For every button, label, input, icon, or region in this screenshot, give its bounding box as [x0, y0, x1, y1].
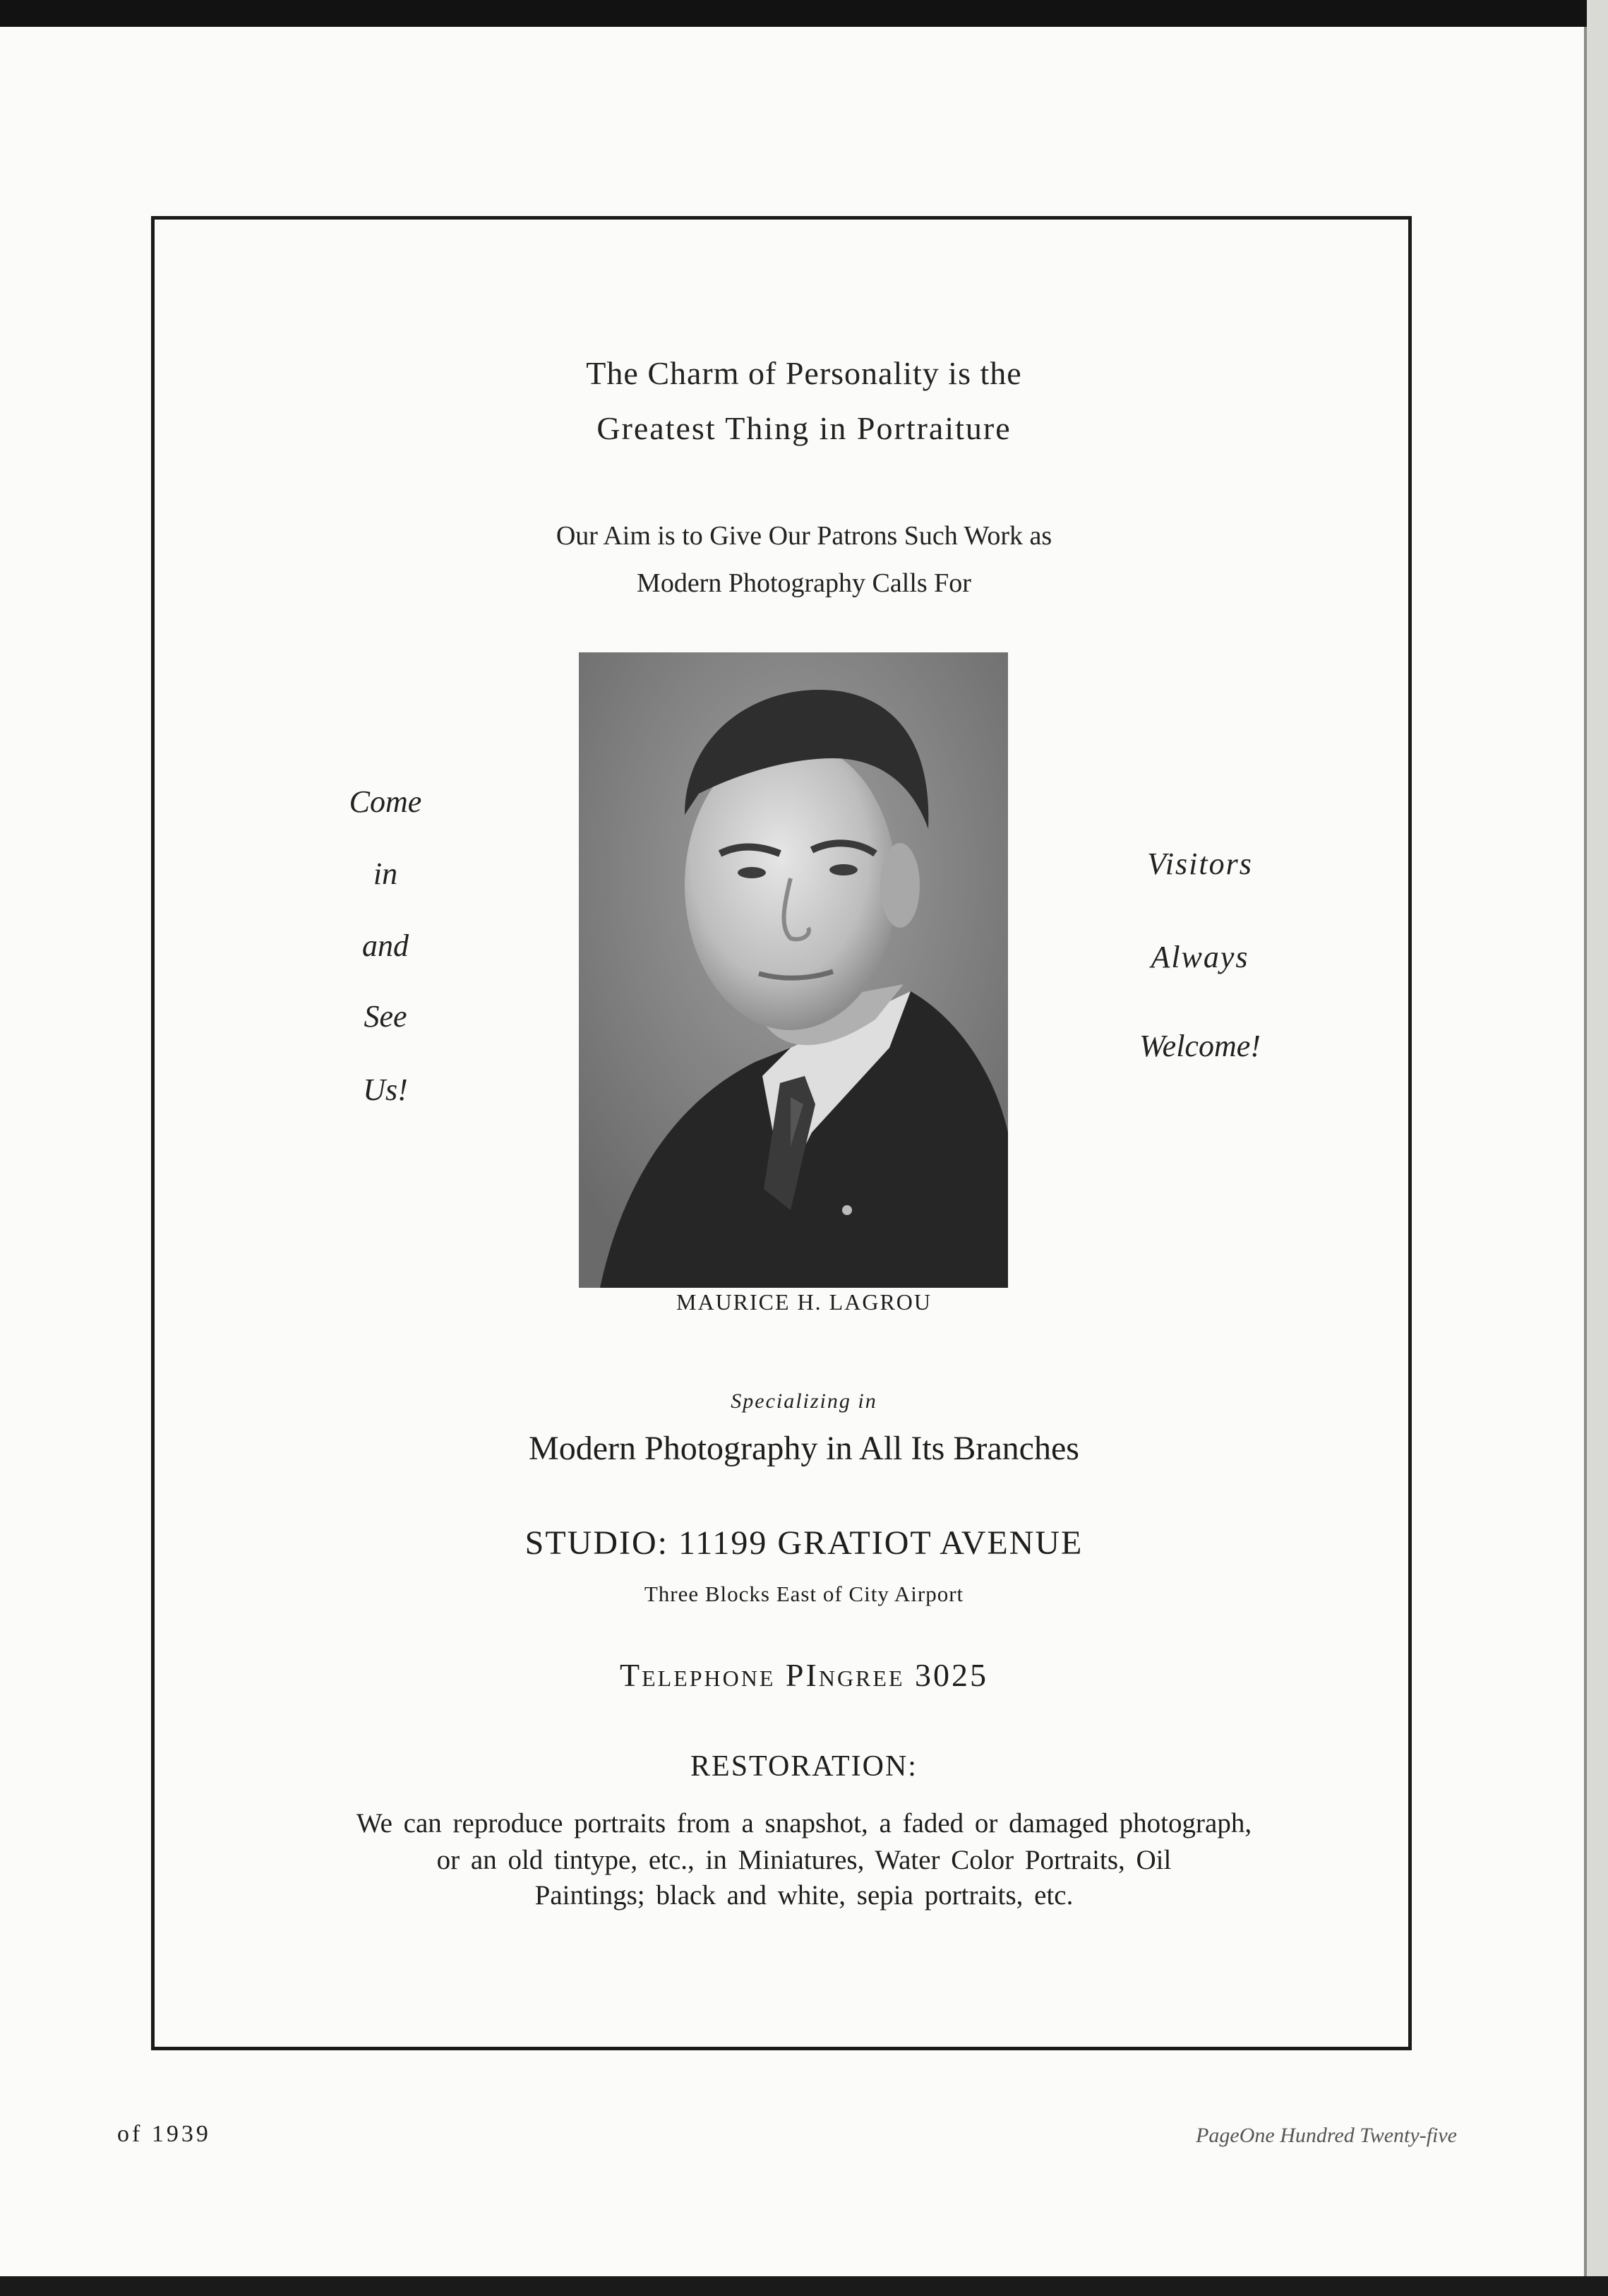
right-word-visitors: Visitors	[1147, 847, 1253, 881]
photo-caption: MAURICE H. LAGROU	[676, 1289, 932, 1315]
restoration-heading: RESTORATION:	[690, 1750, 918, 1783]
studio-directions: Three Blocks East of City Airport	[644, 1582, 964, 1606]
studio-address: STUDIO: 11199 GRATIOT AVENUE	[524, 1524, 1084, 1562]
specializing-heading: Modern Photography in All Its Branches	[529, 1430, 1079, 1467]
aim-line-2: Modern Photography Calls For	[637, 568, 971, 598]
restoration-line-1: We can reproduce portraits from a snapshot, a faded or damaged photograph,	[356, 1808, 1252, 1838]
scan-border-top	[0, 0, 1608, 27]
left-word-us: Us!	[363, 1072, 408, 1107]
specializing-label: Specializing in	[731, 1389, 877, 1413]
headline-line-1: The Charm of Personality is the	[586, 355, 1022, 391]
left-word-come: Come	[349, 784, 422, 819]
right-word-always: Always	[1151, 940, 1249, 974]
headline-line-2: Greatest Thing in Portraiture	[596, 410, 1012, 446]
left-word-see: See	[364, 999, 407, 1034]
left-word-in: in	[373, 856, 398, 891]
restoration-line-2: or an old tintype, etc., in Miniatures, Water Color Portraits, Oil	[436, 1845, 1172, 1875]
restoration-line-3: Paintings; black and white, sepia portraits, etc.	[534, 1880, 1074, 1911]
scan-border-bottom	[0, 2276, 1608, 2296]
footer-page-number: PageOne Hundred Twenty-five	[1196, 2124, 1457, 2147]
portrait-photo	[579, 652, 1008, 1288]
aim-line-1: Our Aim is to Give Our Patrons Such Work as	[556, 521, 1052, 551]
portrait-photo-icon	[579, 652, 1008, 1288]
telephone: Telephone PIngree 3025	[620, 1657, 988, 1693]
left-word-and: and	[362, 928, 409, 963]
scan-border-right	[1587, 0, 1608, 2296]
right-word-welcome: Welcome!	[1139, 1029, 1261, 1063]
footer-year: of 1939	[117, 2121, 211, 2147]
